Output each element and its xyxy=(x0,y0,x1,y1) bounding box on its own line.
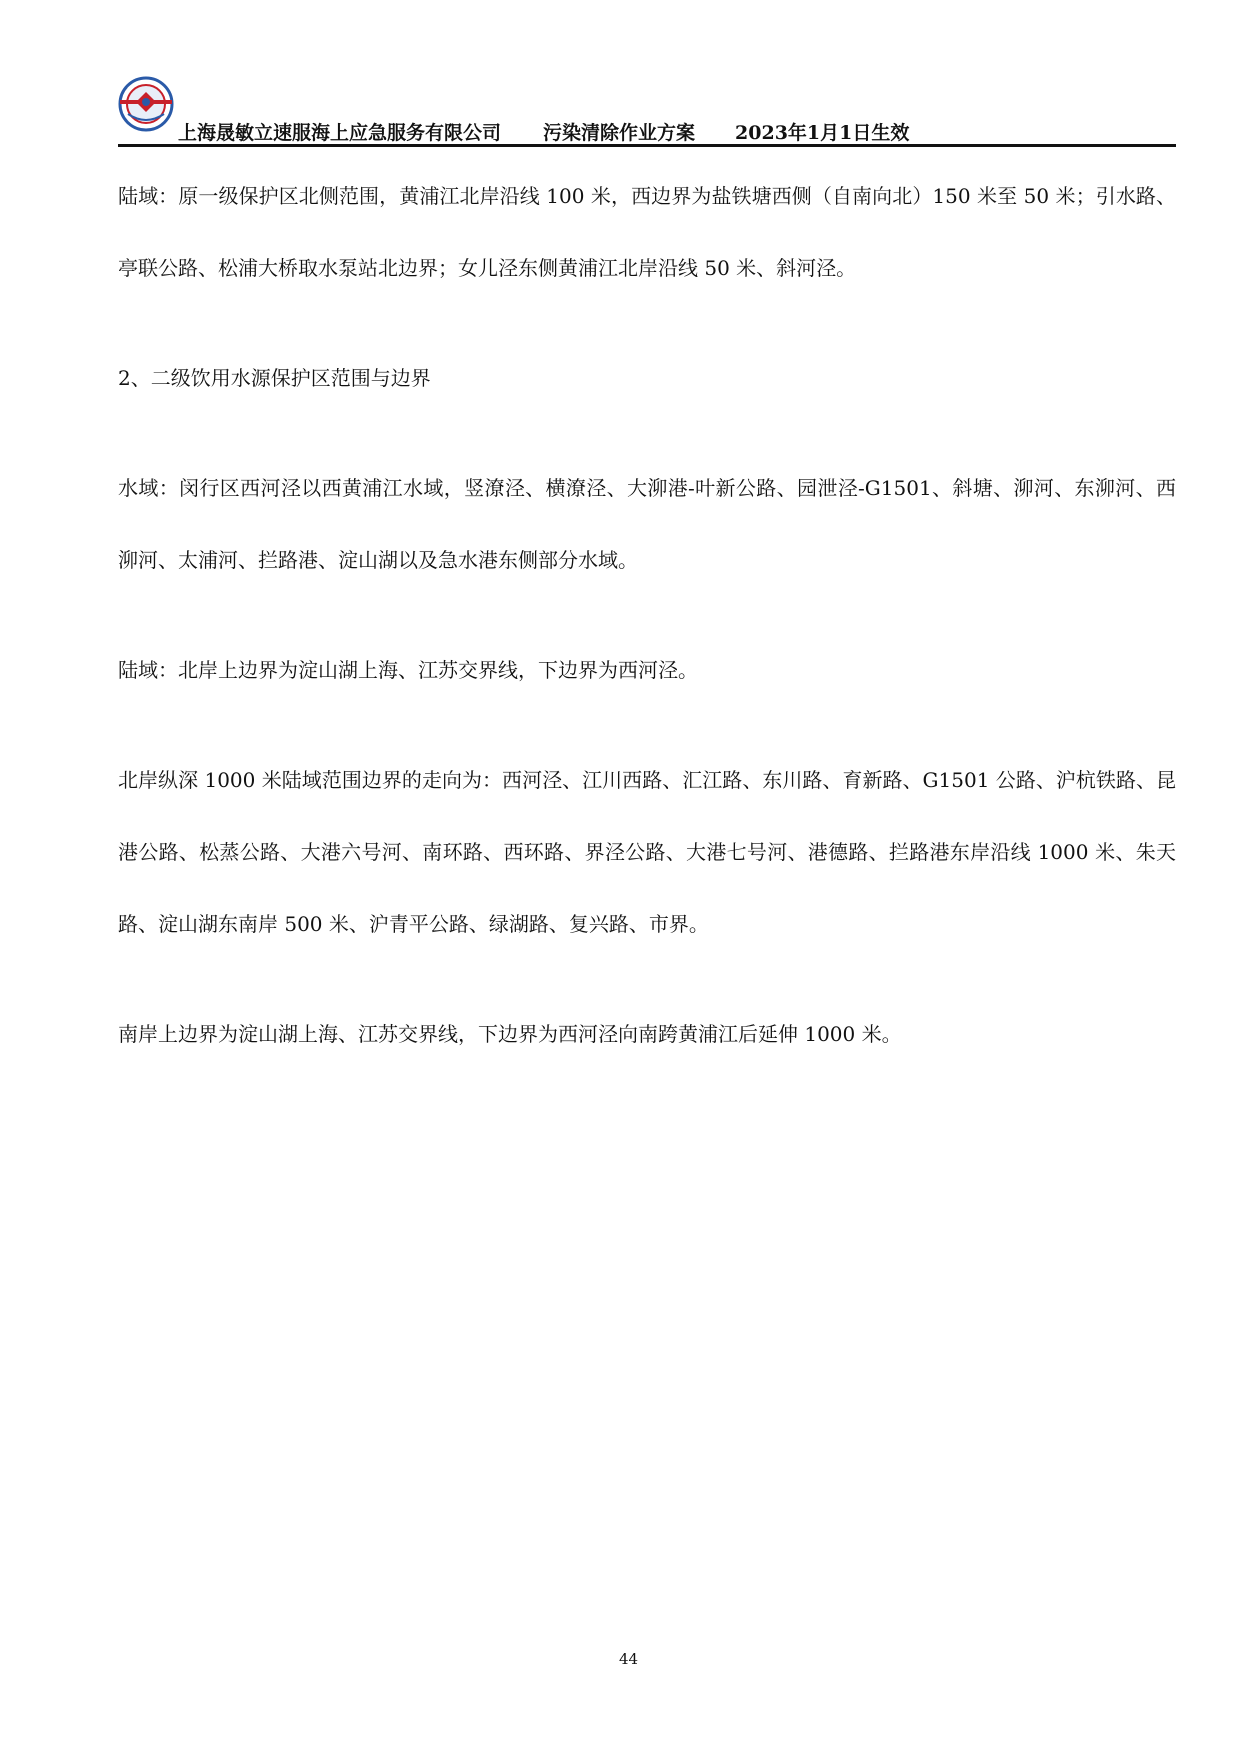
paragraph-north-bank: 北岸纵深 1000 米陆域范围边界的走向为：西河泾、江川西路、汇江路、东川路、育新路、G1501 公路、沪杭铁路、昆港公路、松蒸公路、大港六号河、南环路、西环路、界泾公路、大港七号河、港德路、拦路港东岸沿线 1000 米、朱天路、淀山湖东南岸 500 米、沪青平公路、绿湖路、复兴路、市界。 xyxy=(118,768,1176,936)
page-header xyxy=(118,74,1176,148)
paragraph-land-area: 陆域：北岸上边界为淀山湖上海、江苏交界线，下边界为西河泾。 xyxy=(118,658,698,682)
company-emblem-icon xyxy=(118,74,174,134)
paragraph-water-area: 水域：闵行区西河泾以西黄浦江水域，竖潦泾、横潦泾、大泖港-叶新公路、园泄泾-G1501、斜塘、泖河、东泖河、西泖河、太浦河、拦路港、淀山湖以及急水港东侧部分水域。 xyxy=(118,476,1176,572)
header-document-title: 污染清除作业方案 xyxy=(543,122,696,144)
header-text xyxy=(178,118,1176,145)
page-number: 44 xyxy=(618,1650,639,1668)
header-divider xyxy=(118,144,1176,147)
paragraph-south-bank: 南岸上边界为淀山湖上海、江苏交界线，下边界为西河泾向南跨黄浦江后延伸 1000 米。 xyxy=(118,1022,902,1046)
document-body xyxy=(118,160,1176,1108)
header-effective-date: 2023年1月1日生效 xyxy=(735,122,910,144)
paragraph-land-primary: 陆域：原一级保护区北侧范围，黄浦江北岸沿线 100 米，西边界为盐铁塘西侧（自南向北）150 米至 50 米；引水路、亭联公路、松浦大桥取水泵站北边界；女儿泾东侧黄浦江北岸沿线 50 米、斜河泾。 xyxy=(118,184,1176,280)
section-heading: 2、二级饮用水源保护区范围与边界 xyxy=(118,366,431,390)
header-company-name: 上海晟敏立速服海上应急服务有限公司 xyxy=(178,122,502,144)
